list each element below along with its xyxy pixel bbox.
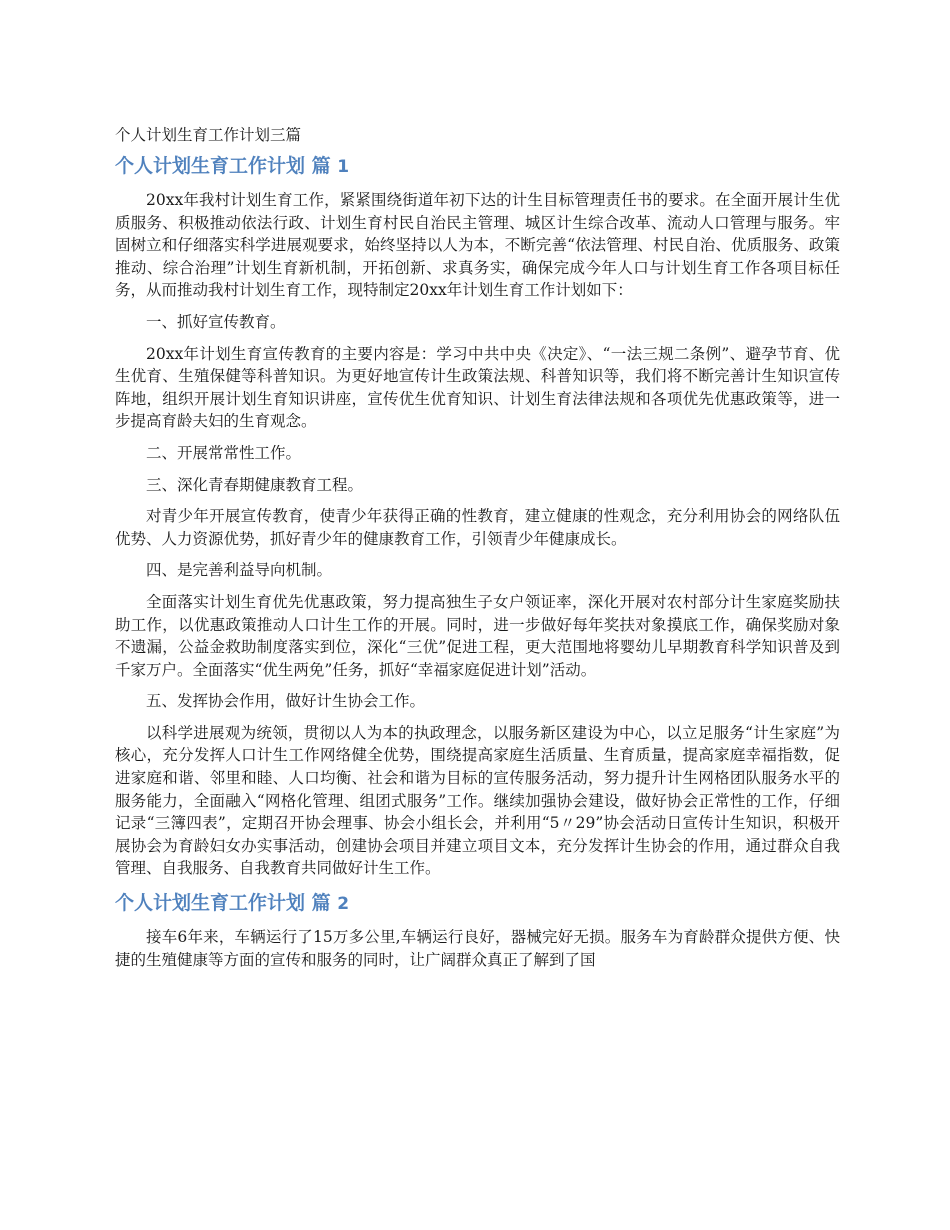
document-title: 个人计划生育工作计划三篇 — [115, 126, 302, 144]
paragraph: 全面落实计划生育优先优惠政策，努力提高独生子女户领证率，深化开展对农村部分计生家庭奖励扶助工作，以优惠政策推动人口计生工作的开展。同时，进一步做好每年奖扶对象摸底工作，确保奖励对象不遗漏，公益金救助制度落实到位，深化“三优”促进工程，更大范围地将婴幼儿早期教育科学知识普及到千家万户。全面落实“优生两免”任务，抓好“幸福家庭促进计划”活动。 — [115, 592, 840, 679]
subheading-paragraph: 三、深化青春期健康教育工程。 — [146, 475, 364, 494]
subheading-paragraph: 二、开展常常性工作。 — [146, 443, 302, 462]
section-number: 2 — [337, 894, 350, 915]
subheading-paragraph: 一、抓好宣传教育。 — [146, 312, 286, 331]
document-page — [115, 124, 840, 980]
section-number: 1 — [337, 157, 350, 177]
section-1 — [115, 152, 840, 880]
section-heading — [115, 889, 840, 918]
paragraph: 20xx年计划生育宣传教育的主要内容是：学习中共中央《决定》、“一法三规二条例”、避孕节育、优生优育、生殖保健等科普知识。为更好地宣传计生政策法规、科普知识等，我们将不断完善计生知识宣传阵地，组织开展计划生育知识讲座，宣传优生优育知识、计划生育法律法规和各项优先优惠政策等，进一步提高育龄夫妇的生育观念。 — [115, 344, 840, 431]
section-heading-suffix: 篇 — [311, 892, 331, 915]
subheading-paragraph: 四、是完善利益导向机制。 — [146, 561, 333, 580]
subheading-paragraph: 五、发挥协会作用，做好计生协会工作。 — [146, 692, 426, 711]
section-heading-text: 个人计划生育工作计划 — [115, 892, 306, 915]
paragraph: 以科学进展观为统领，贯彻以人为本的执政理念，以服务新区建设为中心，以立足服务“计生家庭”为核心，充分发挥人口计生工作网络健全优势，围绕提高家庭生活质量、生育质量，提高家庭幸福指数，促进家庭和谐、邻里和睦、人口均衡、社会和谐为目标的宣传服务活动，努力提升计生网格团队服务水平的服务能力，全面融入“网格化管理、组团式服务”工作。继续加强协会建设，做好协会正常性的工作，仔细记录“三簿四表”，定期召开协会理事、协会小组长会，并利用“5〃29”协会活动日宣传计生知识，积极开展协会为育龄妇女办实事活动，创建协会项目并建立项目文本，充分发挥计生协会的作用，通过群众自我管理、自我服务、自我教育共同做好计生工作。 — [115, 723, 840, 878]
paragraph: 对青少年开展宣传教育，使青少年获得正确的性教育，建立健康的性观念，充分利用协会的网络队伍优势、人力资源优势，抓好青少年的健康教育工作，引领青少年健康成长。 — [115, 507, 840, 548]
section-heading-suffix: 篇 — [311, 155, 331, 177]
section-heading-text: 个人计划生育工作计划 — [115, 155, 306, 177]
section-2 — [115, 889, 840, 971]
paragraph: 接车6年来，车辆运行了15万多公里,车辆运行良好，器械完好无损。服务车为育龄群众提供方便、快捷的生殖健康等方面的宣传和服务的同时，让广阔群众真正了解到了国 — [115, 928, 840, 969]
paragraph: 20xx年我村计划生育工作，紧紧围绕街道年初下达的计生目标管理责任书的要求。在全面开展计生优质服务、积极推动依法行政、计划生育村民自治民主管理、城区计生综合改革、流动人口管理与服务。牢固树立和仔细落实科学进展观要求，始终坚持以人为本，不断完善“依法管理、村民自治、优质服务、政策推动、综合治理”计划生育新机制，开拓创新、求真务实，确保完成今年人口与计划生育工作各项目标任务，从而推动我村计划生育工作，现特制定20xx年计划生育工作计划如下： — [115, 191, 840, 300]
section-heading — [115, 152, 840, 181]
